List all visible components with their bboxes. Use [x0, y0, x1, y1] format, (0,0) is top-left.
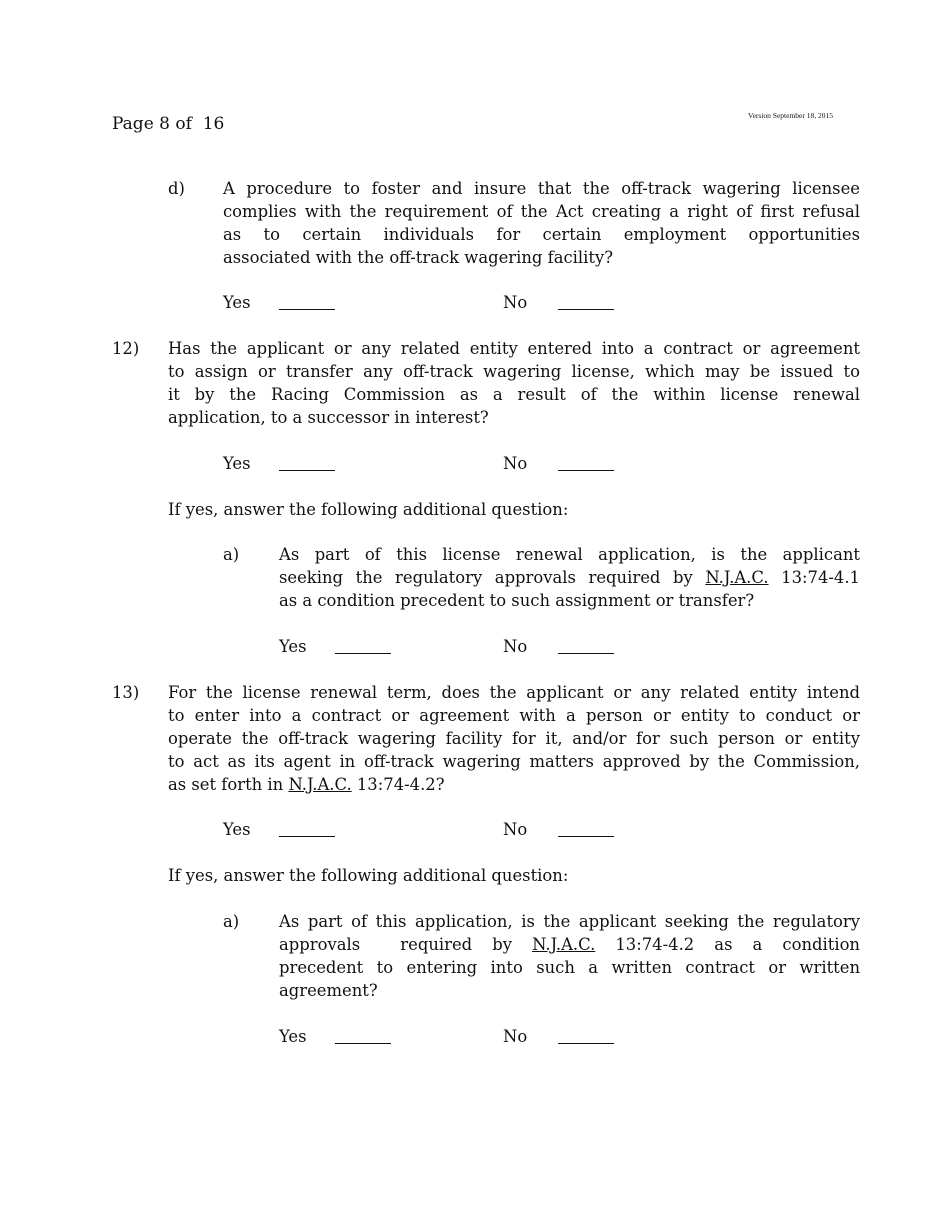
q13a-line: precedent to entering into such a written contract or written	[279, 958, 860, 977]
q13-line	[168, 773, 860, 796]
q13a-line	[279, 933, 860, 956]
njac-citation: N.J.A.C.	[532, 935, 596, 954]
version-date: Version September 18, 2015	[748, 111, 833, 120]
q12a-marker: a)	[223, 545, 240, 564]
q12-marker: 12)	[112, 339, 140, 358]
item-d-marker: d)	[168, 179, 185, 198]
item-d-text	[223, 177, 860, 269]
q12a-yes-blank[interactable]	[335, 653, 391, 654]
q12-no-blank[interactable]	[558, 470, 614, 471]
q12a-yes-label: Yes	[279, 637, 307, 656]
q13-yes-label: Yes	[223, 820, 251, 839]
item-d-line: A procedure to foster and insure that the off-track wagering licensee	[223, 179, 860, 198]
page-number: Page 8 of 16	[112, 114, 225, 134]
q12-yes-label: Yes	[223, 454, 251, 473]
item-d-line: associated with the off-track wagering facility?	[223, 248, 614, 267]
q12a-line: as a condition precedent to such assignment or transfer?	[279, 591, 755, 610]
q12a-text	[279, 543, 860, 612]
q12-line: Has the applicant or any related entity entered into a contract or agreement	[168, 339, 860, 358]
q13-line: to enter into a contract or agreement with a person or entity to conduct or	[168, 706, 860, 725]
q13-line: For the license renewal term, does the applicant or any related entity intend	[168, 683, 860, 702]
q12-if-yes: If yes, answer the following additional question:	[168, 500, 569, 519]
q12a-line	[279, 566, 860, 589]
njac-citation: N.J.A.C.	[288, 775, 352, 794]
item-d-line: as to certain individuals for certain employment opportunities	[223, 225, 860, 244]
q13-yes-blank[interactable]	[279, 836, 335, 837]
q13-marker: 13)	[112, 683, 140, 702]
item-d-line: complies with the requirement of the Act creating a right of first refusal	[223, 202, 860, 221]
q13a-yes-label: Yes	[279, 1027, 307, 1046]
item-d-no-blank[interactable]	[558, 309, 614, 310]
q13-text	[168, 681, 860, 796]
q13a-line-text: 13:74-4.2 as a condition	[595, 935, 860, 954]
q13-line: operate the off-track wagering facility for it, and/or for such person or entity	[168, 729, 860, 748]
q13-if-yes: If yes, answer the following additional question:	[168, 866, 569, 885]
q12a-no-label: No	[503, 637, 528, 656]
q13-line: to act as its agent in off-track wagering matters approved by the Commission,	[168, 752, 860, 771]
q12a-line: As part of this license renewal application, is the applicant	[279, 545, 860, 564]
q12-line: it by the Racing Commission as a result of the within license renewal	[168, 385, 860, 404]
q12-line: to assign or transfer any off-track wagering license, which may be issued to	[168, 362, 860, 381]
q13a-yes-blank[interactable]	[335, 1043, 391, 1044]
njac-citation: N.J.A.C.	[705, 568, 769, 587]
q13a-line: agreement?	[279, 981, 378, 1000]
q13-line-text: 13:74-4.2?	[351, 775, 445, 794]
q13-line-text: as set forth in	[168, 775, 289, 794]
q13a-line-text: approvals required by	[279, 935, 533, 954]
q12-no-label: No	[503, 454, 528, 473]
q13-no-blank[interactable]	[558, 836, 614, 837]
q12a-line-text: seeking the regulatory approvals required by	[279, 568, 706, 587]
q12-yes-blank[interactable]	[279, 470, 335, 471]
q13a-no-blank[interactable]	[558, 1043, 614, 1044]
q13a-line: As part of this application, is the applicant seeking the regulatory	[279, 912, 860, 931]
q13a-marker: a)	[223, 912, 240, 931]
item-d-yes-blank[interactable]	[279, 309, 335, 310]
item-d-no-label: No	[503, 293, 528, 312]
q12a-no-blank[interactable]	[558, 653, 614, 654]
q13a-no-label: No	[503, 1027, 528, 1046]
item-d-yes-label: Yes	[223, 293, 251, 312]
q13a-text	[279, 910, 860, 1002]
q12-line: application, to a successor in interest?	[168, 408, 489, 427]
q13-no-label: No	[503, 820, 528, 839]
q12-text	[168, 337, 860, 429]
q12a-line-text: 13:74-4.1	[768, 568, 860, 587]
